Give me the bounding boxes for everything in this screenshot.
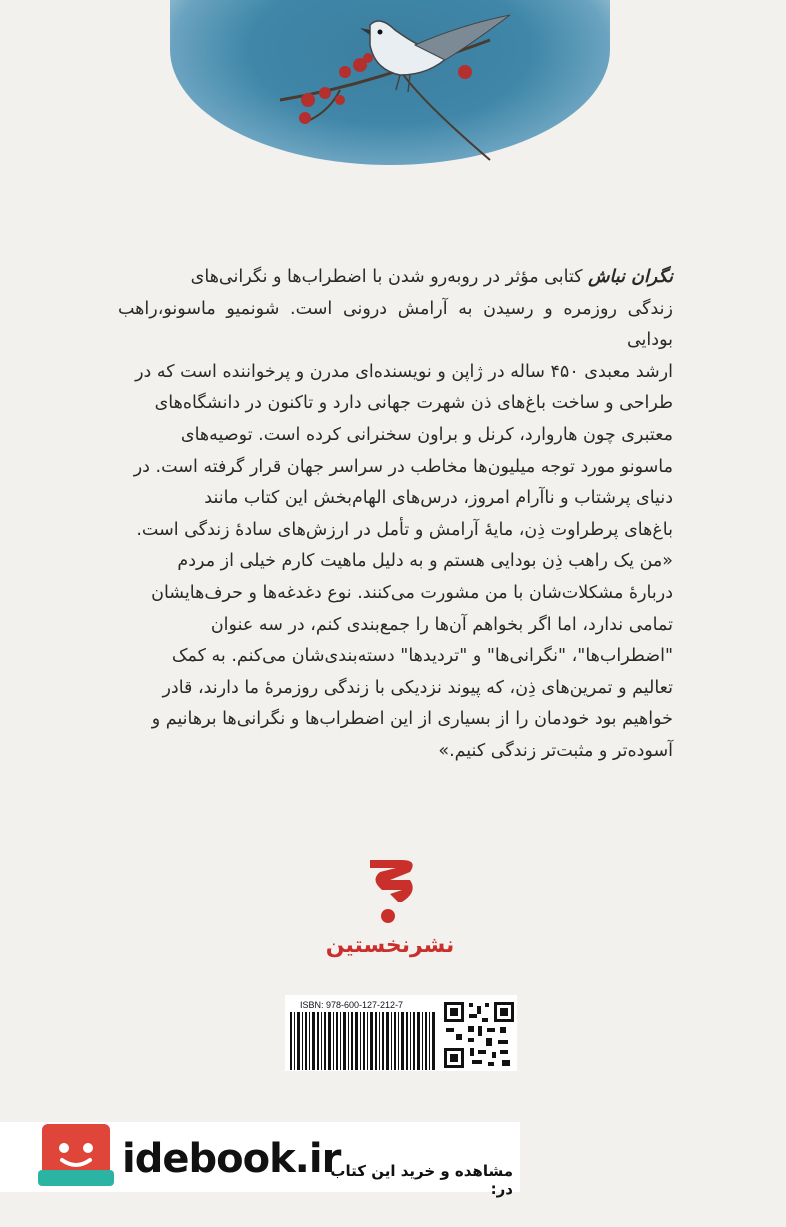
- barcode-icon: [288, 1012, 438, 1070]
- idebook-brand: idebook.ir: [122, 1136, 341, 1182]
- blurb-line-13: تعالیم و تمرین‌های ذِن، که پیوند نزدیکی با زندگی روزمرهٔ ما دارند، قادر: [162, 677, 673, 698]
- publisher-name: نشرنخستین: [325, 933, 455, 958]
- qr-code-icon: [442, 1000, 516, 1070]
- blurb-line-10: دربارهٔ مشکلات‌شان با من مشورت می‌کنند. نوع دغدغه‌ها و حرف‌هایشان: [151, 582, 673, 603]
- publisher-logo-icon: [340, 850, 440, 930]
- blurb-line-14: خواهیم بود خودمان را از بسیاری از این اضطراب‌ها و نگرانی‌ها برهانیم و: [151, 709, 673, 730]
- buy-book-label: مشاهده و خرید این کتاب در:: [330, 1162, 513, 1198]
- blurb-line-1: نگران نباش کتابی مؤثر در روبه‌رو شدن با اضطراب‌ها و نگرانی‌های: [190, 267, 673, 287]
- blurb-line-11: تمامی ندارد، اما اگر بخواهم آن‌ها را جمع‌بندی کنم، در سه عنوان: [210, 614, 673, 635]
- blurb-line-4: طراحی و ساخت باغ‌های ذن شهرت جهانی دارد و تاکنون در دانشگاه‌های: [154, 393, 673, 414]
- blurb-line-12: "اضطراب‌ها"، "نگرانی‌ها" و "تردیدها" دسته‌بندی‌شان می‌کنم. به کمک: [171, 646, 673, 667]
- blurb-line-15: آسوده‌تر و مثبت‌تر زندگی کنیم.»: [438, 740, 673, 761]
- idebook-book-icon: [38, 1118, 114, 1194]
- blurb-line-9: «من یک راهب ذِن بودایی هستم و به دلیل ماهیت کارم خیلی از مردم: [177, 551, 673, 572]
- bird-on-branch-illustration: [250, 0, 530, 165]
- blurb-line-3: ارشد معبدی ۴۵۰ ساله در ژاپن و نویسنده‌ای مدرن و پرخواننده است که در: [135, 361, 673, 382]
- blurb-line-7: دنیای پرشتاب و ناآرام امروز، درس‌های الهام‌بخش این کتاب مانند: [204, 488, 673, 509]
- blurb-line-2: زندگی روزمره و رسیدن به آرامش درونی است. شونمیو ماسونو،راهب بودایی: [118, 298, 673, 351]
- blurb-line-5: معتبری چون هاروارد، کرنل و براون سخنرانی کرده است. توصیه‌های: [180, 424, 673, 445]
- back-cover-blurb: [118, 262, 673, 768]
- blurb-line-8: باغ‌های پرطراوت ذِن، مایهٔ آرامش و تأمل در ارزش‌های سادهٔ زندگی است.: [136, 519, 673, 540]
- book-title: نگران نباش: [588, 267, 673, 287]
- blurb-line-6: ماسونو مورد توجه میلیون‌ها مخاطب در سراسر جهان قرار گرفته است. در: [133, 456, 673, 477]
- isbn-label: ISBN: 978-600-127-212-7: [300, 1000, 404, 1010]
